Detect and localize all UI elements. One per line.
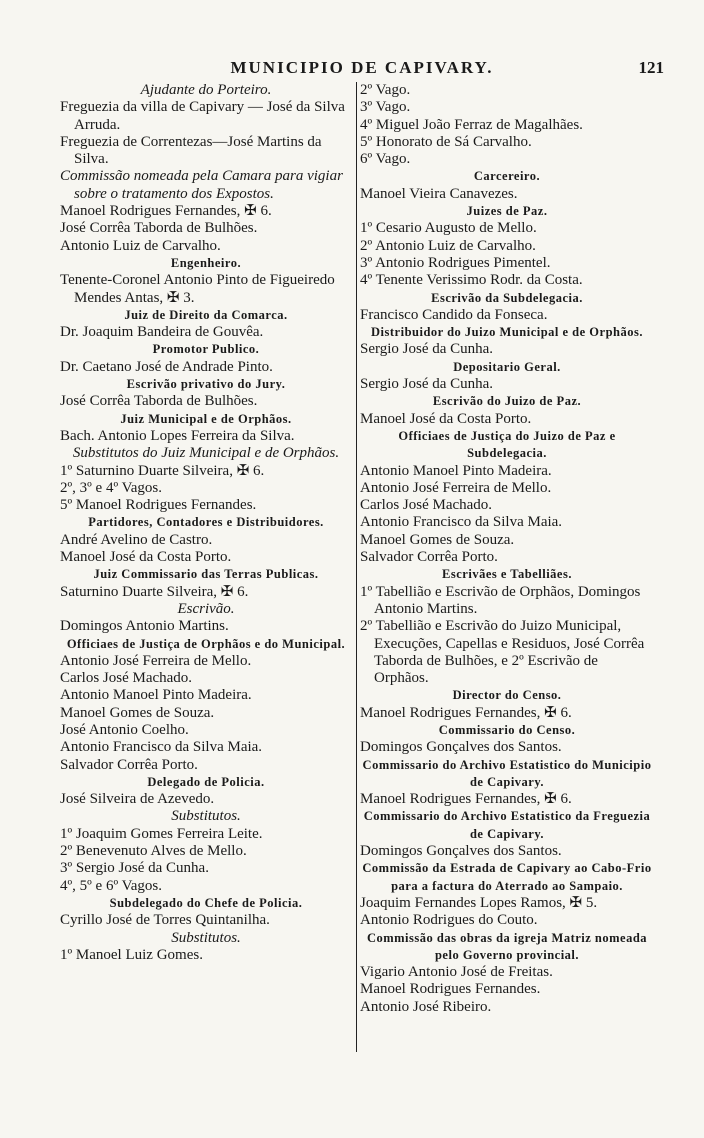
section-heading: Commissão da Estrada de Capivary ao Cabo-Frio para a factura do Aterrado ao Sampaio. [362, 861, 652, 893]
entry-line: Domingos Antonio Martins. [60, 618, 229, 635]
column-divider [356, 82, 357, 1052]
entry-line: Carlos José Machado. [60, 670, 193, 687]
section-heading: Commissario do Archivo Estatistico do Municipio de Capivary. [362, 757, 652, 789]
section-heading: Director do Censo. [452, 688, 562, 703]
entry-line: Antonio Francisco da Silva Maia. [360, 514, 563, 531]
entry-line: 6º Vago. [360, 151, 411, 168]
entry-line: José Antonio Coelho. [60, 721, 189, 738]
entry-line: 1º Tabellião e Escrivão de Orphãos, Domingos Antonio Martins. [360, 583, 641, 617]
entry-line: Salvador Corrêa Porto. [360, 549, 498, 566]
section-heading: Escrivão do Juizo de Paz. [432, 394, 582, 409]
entry-line: Joaquim Fernandes Lopes Ramos, ✠ 5. [360, 894, 598, 911]
right-column [360, 82, 654, 1016]
entry-line: Antonio Francisco da Silva Maia. [60, 739, 263, 756]
entry-line: Francisco Candido da Fonseca. [360, 306, 548, 323]
section-heading: Delegado de Policia. [147, 774, 265, 789]
entry-line: 1º Saturnino Duarte Silveira, ✠ 6. [60, 462, 265, 479]
entry-line: Sergio José da Cunha. [360, 376, 494, 393]
section-heading: Commissão das obras da igreja Matriz nomeada pelo Governo provincial. [366, 930, 648, 962]
entry-line: Dr. Caetano José de Andrade Pinto. [60, 358, 273, 375]
section-subheading: Commissão nomeada pela Camara para vigiar sobre o tratamento dos Expostos. [60, 168, 343, 202]
section-subheading: Ajudante do Porteiro. [140, 82, 272, 98]
section-heading: Juiz de Direito da Comarca. [124, 307, 288, 322]
entry-line: 1º Joaquim Gomes Ferreira Leite. [60, 825, 263, 842]
entry-line: Antonio Rodrigues do Couto. [360, 912, 538, 929]
section-heading: Escrivães e Tabelliães. [442, 567, 572, 582]
page-title: MUNICIPIO DE CAPIVARY. [230, 58, 494, 77]
entry-line: Domingos Gonçalves dos Santos. [360, 843, 562, 860]
section-heading: Commissario do Archivo Estatistico da Freguezia de Capivary. [363, 809, 651, 841]
entry-line: Manoel Rodrigues Fernandes, ✠ 6. [360, 704, 572, 721]
section-heading: Officiaes de Justiça de Orphãos e do Municipal. [66, 636, 346, 651]
section-heading: Officiaes de Justiça do Juizo de Paz e Subdelegacia. [398, 428, 616, 461]
section-heading: Escrivão da Subdelegacia. [431, 290, 583, 305]
entry-line: 2º Tabellião e Escrivão do Juizo Municipal, Execuções, Capellas e Residuos, José Corrêa Taborda de Bulhões, e 2º Escrivão de Orphãos. [360, 618, 645, 687]
entry-line: Dr. Joaquim Bandeira de Gouvêa. [60, 324, 264, 341]
entry-line: Manoel José da Costa Porto. [60, 549, 232, 566]
entry-line: 3º Antonio Rodrigues Pimentel. [360, 254, 551, 271]
entry-line: 4º Miguel João Ferraz de Magalhães. [360, 116, 583, 133]
entry-line: Freguezia de Correntezas—José Martins da Silva. [60, 133, 322, 168]
entry-line: Cyrillo José de Torres Quintanilha. [60, 912, 270, 929]
entry-line: 5º Manoel Rodrigues Fernandes. [60, 497, 257, 514]
entry-line: 3º Vago. [360, 99, 411, 116]
entry-line: 2º Antonio Luiz de Carvalho. [360, 237, 536, 254]
entry-line: Carlos José Machado. [360, 497, 493, 514]
section-subheading: Substitutos. [171, 808, 241, 825]
section-heading: Engenheiro. [170, 255, 242, 270]
section-subheading: Substitutos do Juiz Municipal e de Orphãos. [72, 445, 340, 462]
entry-line: Antonio José Ferreira de Mello. [360, 479, 552, 496]
page-header [60, 58, 664, 80]
entry-line: 5º Honorato de Sá Carvalho. [360, 133, 532, 150]
section-heading: Juizes de Paz. [466, 204, 548, 219]
section-heading: Juiz Municipal e de Orphãos. [120, 411, 292, 426]
entry-line: Vigario Antonio José de Freitas. [360, 964, 553, 981]
section-heading: Subdelegado do Chefe de Policia. [109, 895, 303, 910]
entry-line: 1º Manoel Luiz Gomes. [60, 946, 203, 963]
entry-line: Manoel José da Costa Porto. [360, 410, 532, 427]
entry-line: Bach. Antonio Lopes Ferreira da Silva. [60, 427, 295, 444]
section-heading: Distribuidor do Juizo Municipal e de Orphãos. [371, 325, 643, 340]
entry-line: 2º Benevenuto Alves de Mello. [60, 843, 247, 860]
entry-line: Domingos Gonçalves dos Santos. [360, 739, 562, 756]
entry-line: 3º Sergio José da Cunha. [60, 860, 209, 877]
entry-line: 4º Tenente Verissimo Rodr. da Costa. [360, 272, 583, 289]
section-subheading: Substitutos. [171, 929, 241, 946]
section-subheading: Escrivão. [177, 600, 235, 617]
section-heading: Commissario do Censo. [438, 722, 576, 737]
entry-line: Tenente-Coronel Antonio Pinto de Figueiredo Mendes Antas, ✠ 3. [60, 272, 335, 306]
entry-line: Manoel Rodrigues Fernandes, ✠ 6. [360, 791, 572, 808]
entry-line: Salvador Corrêa Porto. [60, 756, 198, 773]
entry-line: Manoel Gomes de Souza. [60, 704, 215, 721]
section-heading: Promotor Publico. [152, 342, 260, 357]
entry-line: Manoel Vieira Canavezes. [360, 185, 518, 202]
entry-line: Manoel Rodrigues Fernandes. [360, 981, 541, 998]
entry-line: Antonio José Ferreira de Mello. [60, 652, 252, 669]
section-heading: Carcereiro. [473, 169, 541, 184]
entry-line: José Corrêa Taborda de Bulhões. [60, 393, 258, 410]
entry-line: Sergio José da Cunha. [360, 341, 494, 358]
entry-line: Antonio José Ribeiro. [360, 998, 492, 1015]
entry-line: 1º Cesario Augusto de Mello. [360, 220, 537, 237]
entry-line: Antonio Luiz de Carvalho. [60, 237, 221, 254]
section-heading: Juiz Commissario das Terras Publicas. [93, 567, 319, 582]
section-heading: Depositario Geral. [453, 359, 561, 374]
entry-line: José Corrêa Taborda de Bulhões. [60, 220, 258, 237]
entry-line: André Avelino de Castro. [60, 531, 213, 548]
entry-line: José Silveira de Azevedo. [60, 791, 215, 808]
entry-line: Antonio Manoel Pinto Madeira. [60, 687, 252, 704]
entry-line: 4º, 5º e 6º Vagos. [60, 877, 163, 894]
entry-line: Saturnino Duarte Silveira, ✠ 6. [60, 583, 249, 600]
section-heading: Partidores, Contadores e Distribuidores. [88, 515, 324, 530]
section-heading: Escrivão privativo do Jury. [126, 377, 286, 392]
entry-line: Freguezia da villa de Capivary — José da Silva Arruda. [60, 99, 345, 133]
entry-line: 2º Vago. [360, 82, 411, 98]
entry-line: Manoel Gomes de Souza. [360, 531, 515, 548]
left-column [60, 82, 352, 964]
entry-line: Manoel Rodrigues Fernandes, ✠ 6. [60, 203, 272, 220]
entry-line: 2º, 3º e 4º Vagos. [60, 479, 163, 496]
page-number: 121 [638, 58, 664, 77]
entry-line: Antonio Manoel Pinto Madeira. [360, 462, 552, 479]
